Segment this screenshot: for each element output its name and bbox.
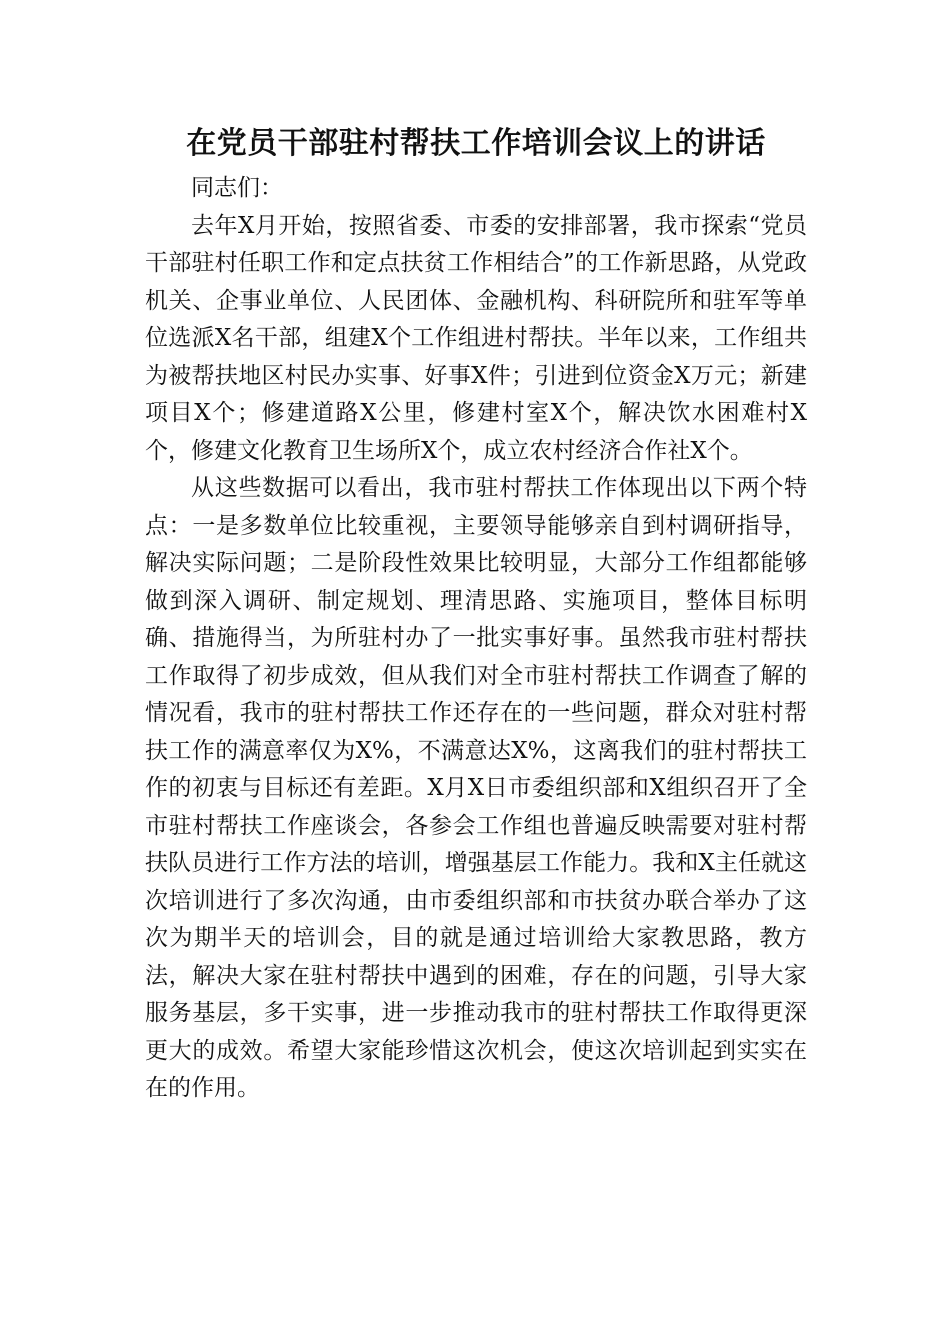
body-paragraph-1: 去年X月开始，按照省委、市委的安排部署，我市探索“党员干部驻村任职工作和定点扶贫工作相结合”的工作新思路，从党政机关、企事业单位、人民团体、金融机构、科研院所和驻军等单位选派X名干部，组建X个工作组进村帮扶。半年以来，工作组共为被帮扶地区村民办实事、好事X件；引进到位资金X万元；新建项目X个；修建道路X公里，修建村室X个，解决饮水困难村X个，修建文化教育卫生场所X个，成立农村经济合作社X个。 <box>145 212 807 464</box>
body-paragraph-2: 从这些数据可以看出，我市驻村帮扶工作体现出以下两个特点：一是多数单位比较重视，主要领导能够亲自到村调研指导，解决实际问题；二是阶段性效果比较明显，大部分工作组都能够做到深入调研、制定规划、理清思路、实施项目，整体目标明确、措施得当，为所驻村办了一批实事好事。虽然我市驻村帮扶工作取得了初步成效，但从我们对全市驻村帮扶工作调查了解的情况看，我市的驻村帮扶工作还存在的一些问题，群众对驻村帮扶工作的满意率仅为X%，不满意达X%，这离我们的驻村帮扶工作的初衷与目标还有差距。X月X日市委组织部和X组织召开了全市驻村帮扶工作座谈会，各参会工作组也普遍反映需要对驻村帮扶队员进行工作方法的培训，增强基层工作能力。我和X主任就这次培训进行了多次沟通，由市委组织部和市扶贫办联合举办了这次为期半天的培训会，目的就是通过培训给大家教思路，教方法，解决大家在驻村帮扶中遇到的困难，存在的问题，引导大家服务基层，多干实事，进一步推动我市的驻村帮扶工作取得更深更大的成效。希望大家能珍惜这次机会，使这次培训起到实实在在的作用。 <box>145 475 807 1101</box>
document-title: 在党员干部驻村帮扶工作培训会议上的讲话 <box>186 126 766 161</box>
document-page <box>145 118 807 1108</box>
salutation: 同志们： <box>191 175 283 201</box>
